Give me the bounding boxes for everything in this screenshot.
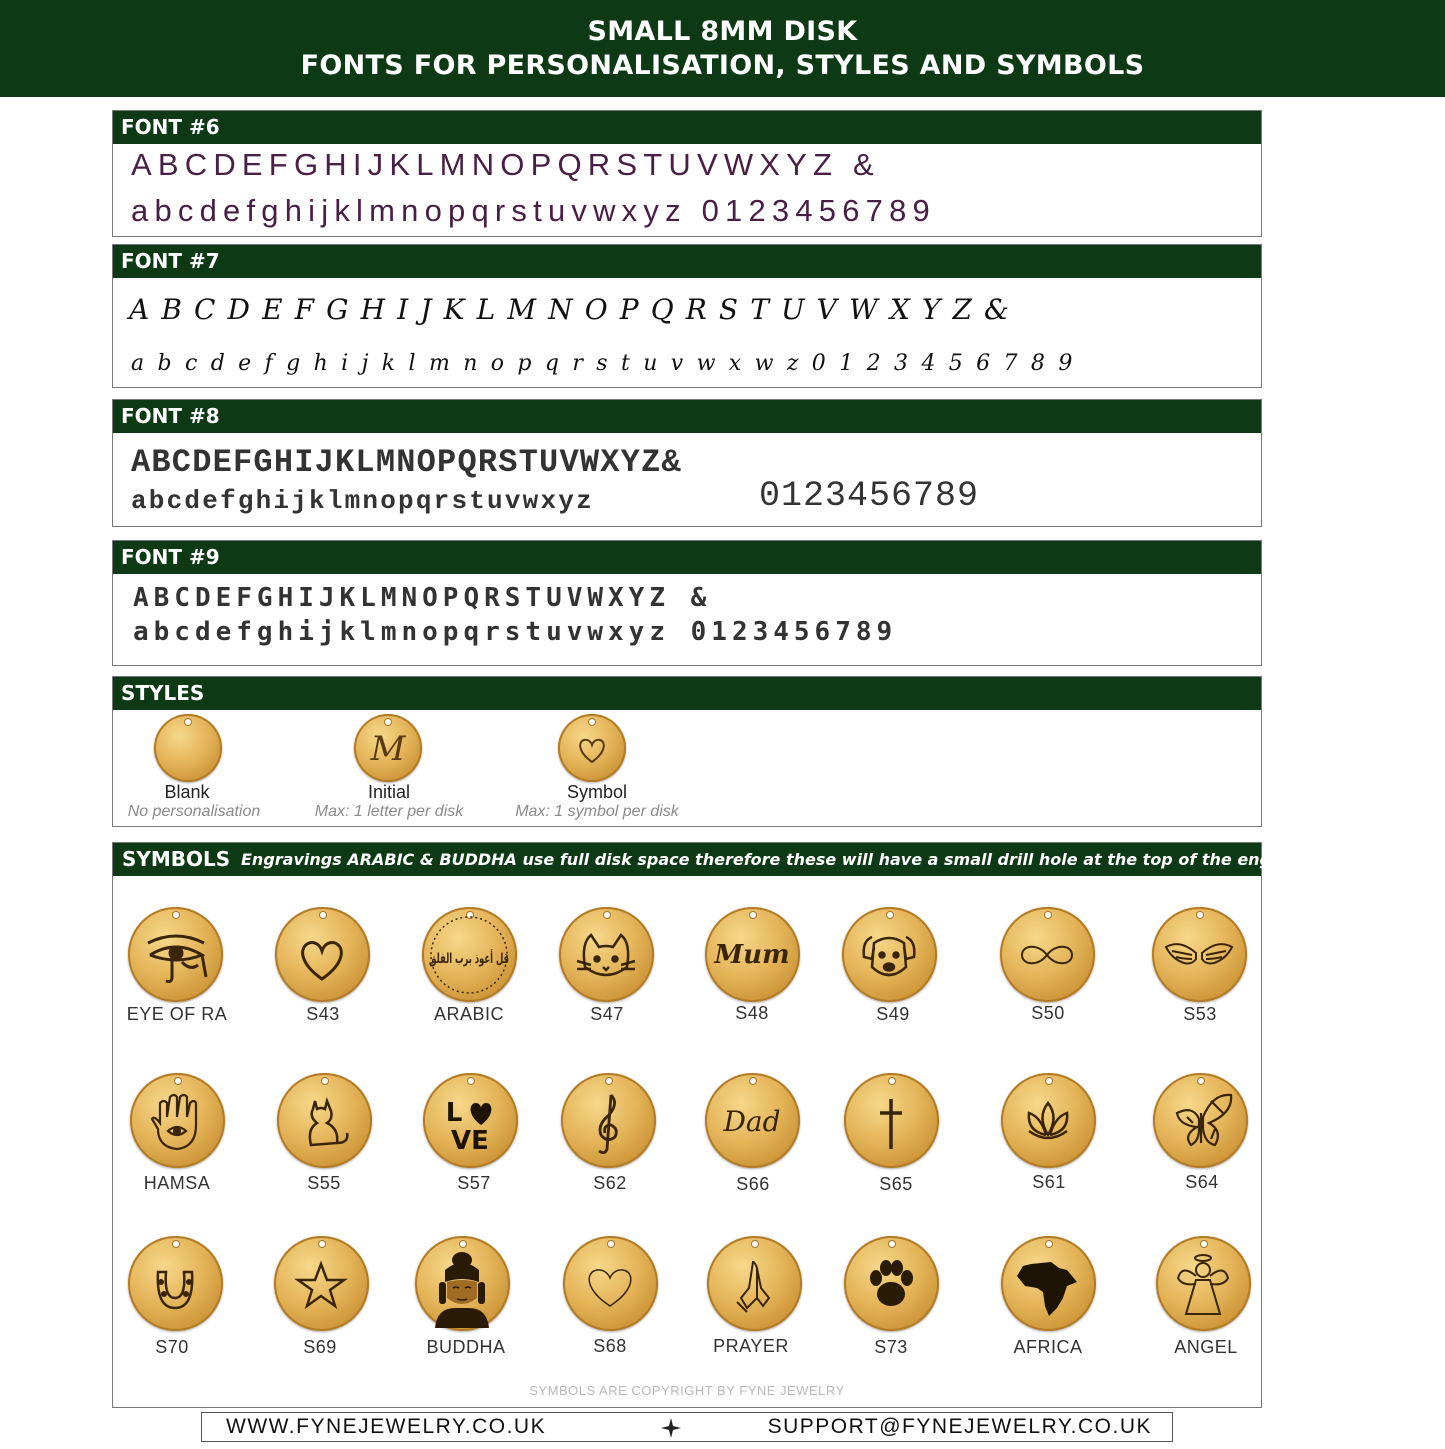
symbol-label: HAMSA: [143, 1173, 211, 1193]
symbol-label: PRAYER: [713, 1336, 789, 1356]
font-6-uppercase: ABCDEFGHIJKLMNOPQRSTUVWXYZ &: [131, 147, 880, 182]
symbol-label: S62: [593, 1173, 627, 1193]
symbols-label: SYMBOLS: [122, 847, 231, 871]
symbols-header: [113, 843, 1345, 876]
font-8-panel: [112, 399, 1262, 527]
arabic-calligraphy-icon: [422, 907, 563, 1002]
symbol-label: S55: [307, 1173, 341, 1193]
symbol-label: S69: [303, 1337, 337, 1357]
dad-script-icon: [705, 1073, 800, 1168]
page-subtitle: FONTS FOR PERSONALISATION, STYLES AND SYMBOLS: [300, 50, 1145, 81]
heart-thin-icon: [563, 1236, 658, 1331]
symbol-label: S68: [593, 1336, 627, 1356]
symbol-label: ANGEL: [1174, 1337, 1238, 1357]
blank-disk-icon: [154, 714, 222, 782]
buddha-icon: [415, 1236, 510, 1331]
svg-text:Dad: Dad: [723, 1105, 781, 1138]
font-8-label: FONT #8: [113, 400, 1261, 433]
svg-text:M: M: [370, 729, 406, 769]
star-icon: [274, 1236, 369, 1331]
heart-outline-icon: [275, 907, 370, 1002]
style-symbol-name: Symbol: [566, 782, 628, 802]
cat-face-icon: [559, 907, 654, 1002]
svg-text:قل أعوذ برب الفلق: قل أعوذ برب الفلق: [429, 951, 563, 967]
style-symbol-note: Max: 1 symbol per disk: [515, 803, 679, 820]
symbol-label: S73: [874, 1337, 908, 1357]
font-7-panel: [112, 244, 1262, 388]
style-blank-note: No personalisation: [127, 803, 261, 820]
symbol-label: BUDDHA: [426, 1337, 506, 1357]
font-9-panel: [112, 540, 1262, 666]
symbol-label: S70: [155, 1337, 189, 1357]
mum-script-icon: [705, 907, 800, 1002]
sitting-cat-icon: [277, 1073, 372, 1168]
font-8-uppercase: ABCDEFGHIJKLMNOPQRSTUVWXYZ&: [131, 444, 682, 481]
font-7-label: FONT #7: [113, 245, 1261, 278]
symbol-label: S61: [1032, 1172, 1066, 1192]
butterfly-icon: [1153, 1073, 1248, 1168]
symbol-label: AFRICA: [1013, 1337, 1083, 1357]
lotus-icon: [1001, 1073, 1096, 1168]
symbol-label: S43: [306, 1004, 340, 1024]
symbol-label: S49: [876, 1004, 910, 1024]
font-7-uppercase: A B C D E F G H I J K L M N O P Q R S T U V W X Y Z &: [129, 293, 1011, 326]
symbol-label: S48: [735, 1003, 769, 1023]
font-6-lowercase: abcdefghijklmnopqrstuvwxyz 0123456789: [131, 193, 936, 228]
initial-disk-icon: [354, 714, 422, 782]
style-initial-note: Max: 1 letter per disk: [314, 803, 464, 820]
infinity-icon: [1000, 907, 1095, 1002]
style-initial-name: Initial: [367, 782, 411, 802]
website-link[interactable]: WWW.FYNEJEWELRY.CO.UK: [226, 1415, 547, 1438]
angel-icon: [1156, 1236, 1251, 1331]
styles-panel: [112, 676, 1262, 827]
paw-print-icon: [844, 1236, 939, 1331]
heart-disk-icon: [558, 714, 626, 782]
eye-of-ra-icon: [128, 907, 223, 1002]
svg-text:L: L: [445, 1098, 463, 1128]
font-6-panel: [112, 110, 1262, 237]
dog-face-icon: [842, 907, 937, 1002]
style-blank-name: Blank: [164, 782, 210, 802]
symbols-panel: [112, 842, 1345, 1408]
symbol-label: S47: [590, 1004, 624, 1024]
symbol-label: S66: [736, 1174, 770, 1194]
africa-map-icon: [1001, 1236, 1096, 1331]
praying-hands-icon: [707, 1236, 802, 1331]
font-9-uppercase: ABCDEFGHIJKLMNOPQRSTUVWXYZ &: [133, 583, 712, 613]
symbol-label: S50: [1031, 1003, 1065, 1023]
footer: [201, 1412, 1173, 1442]
angel-wings-icon: [1152, 907, 1247, 1002]
copyright-notice: SYMBOLS ARE COPYRIGHT BY FYNE JEWELRY: [529, 1383, 845, 1398]
symbol-label: S64: [1185, 1172, 1219, 1192]
svg-text:Mum: Mum: [714, 940, 790, 970]
page-header: [0, 0, 1445, 97]
font-7-lowercase: a b c d e f g h i j k l m n o p q r s t u v w x w z 0 1 2 3 4 5 6 7 8 9: [131, 351, 1076, 376]
font-8-digits: 0123456789: [759, 476, 980, 516]
horseshoe-icon: [128, 1236, 223, 1331]
star-icon: [660, 1417, 682, 1439]
love-text-icon: [423, 1073, 518, 1168]
symbol-label: S57: [457, 1173, 491, 1193]
support-email-link[interactable]: SUPPORT@FYNEJEWELRY.CO.UK: [767, 1415, 1152, 1438]
symbol-label: S65: [879, 1174, 913, 1194]
symbol-label: EYE OF RA: [126, 1004, 228, 1024]
svg-text:VE: VE: [451, 1126, 489, 1156]
symbol-label: S53: [1183, 1004, 1217, 1024]
font-9-lowercase: abcdefghijklmnopqrstuvwxyz 0123456789: [133, 617, 898, 647]
hamsa-icon: [130, 1073, 225, 1168]
cross-icon: [844, 1073, 939, 1168]
symbols-note: Engravings ARABIC & BUDDHA use full disk space therefore these will have a small drill hole at the top of the engravings.: [241, 850, 1345, 869]
treble-clef-icon: [561, 1073, 656, 1168]
styles-label: STYLES: [113, 677, 1261, 710]
symbol-label: ARABIC: [433, 1004, 505, 1024]
font-6-label: FONT #6: [113, 111, 1261, 144]
page-title: SMALL 8MM DISK: [587, 16, 858, 47]
font-8-lowercase: abcdefghijklmnopqrstuvwxyz: [131, 486, 594, 516]
font-9-label: FONT #9: [113, 541, 1261, 574]
